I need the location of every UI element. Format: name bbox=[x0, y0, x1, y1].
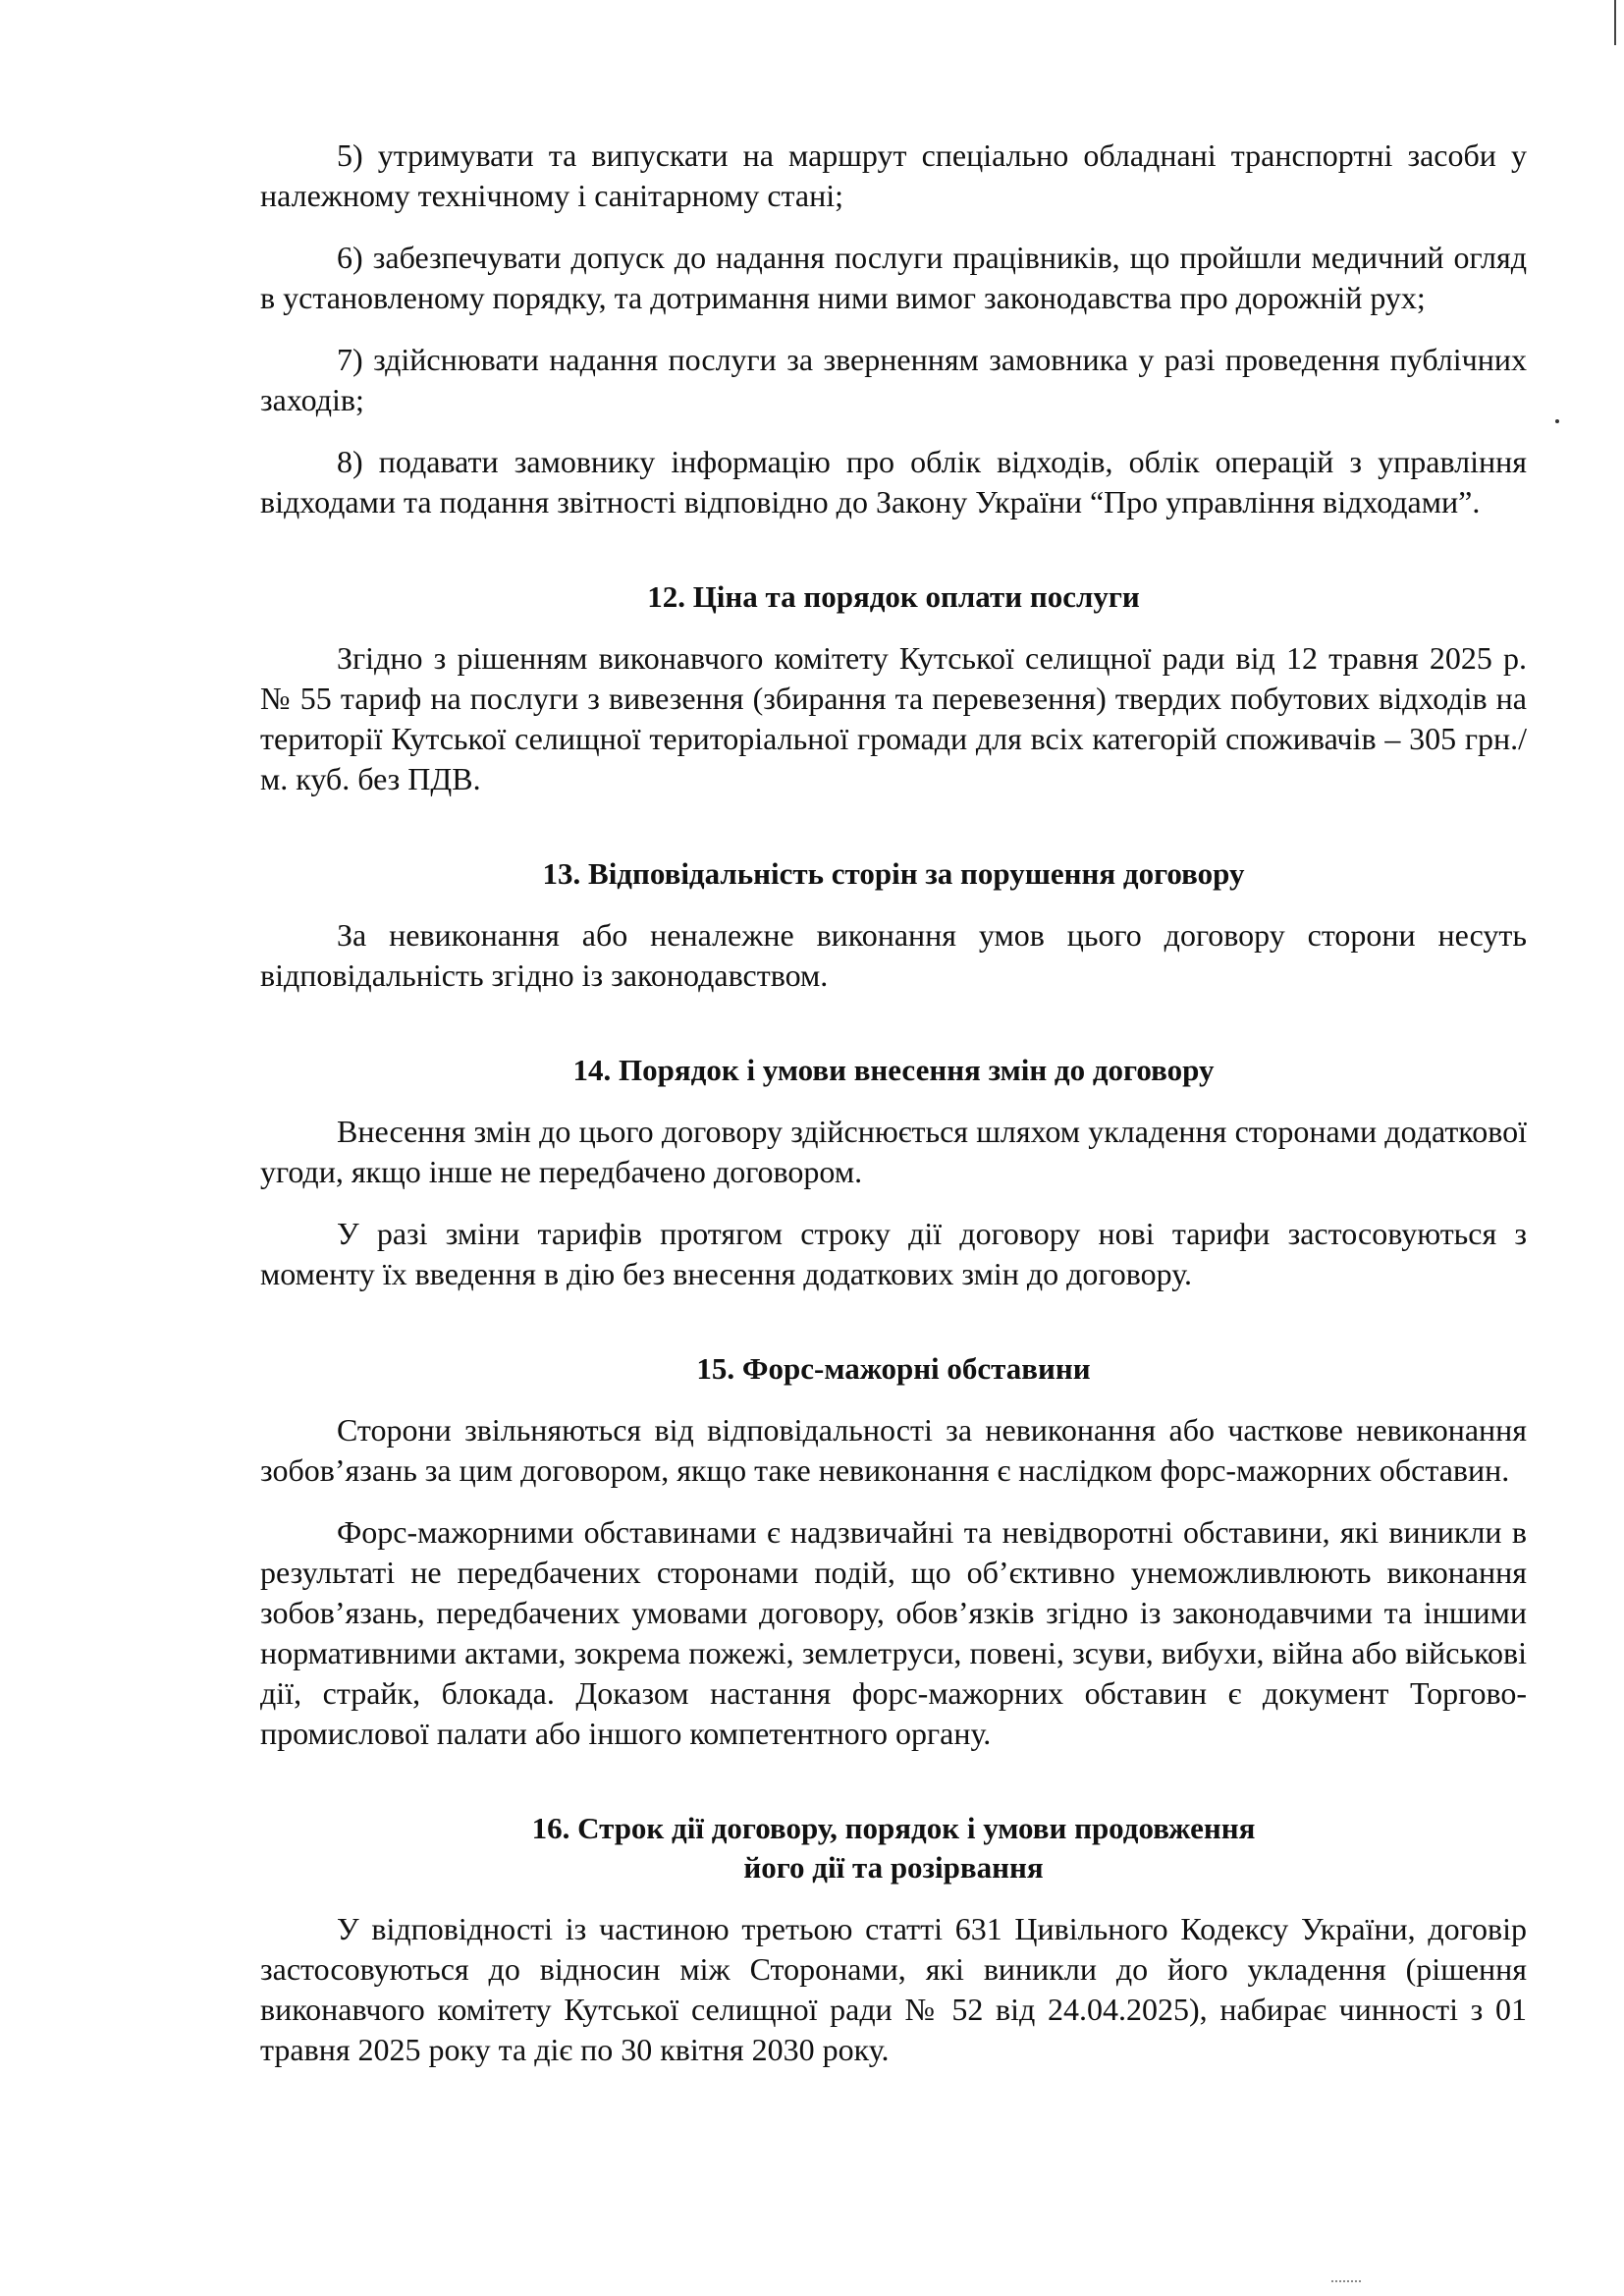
section-14-paragraph-2: У разі зміни тарифів протягом строку дії договору нові тарифи застосовуються з моменту їх введення в дію без внесення додаткових змін до договору. bbox=[260, 1216, 1527, 1291]
section-15-paragraph-2: Форс-мажорними обставинами є надзвичайні та невідворотні обставини, які виникли в результаті не передбачених сторонами подій, що об’єктивно унеможливлюють виконання зобов’язань, передбачених умовами договору, обов’язків згідно із законодавчими та іншими нормативними актами, зокрема пожежі, землетруси, повені, зсуви, вибухи, війна або військові дії, страйк, блокада. Доказом настання форс-мажорних обставин є документ Торгово-промислової палати або іншого компетентного органу. bbox=[260, 1514, 1527, 1751]
clause-item-7: 7) здійснювати надання послуги за зверненням замовника у разі проведення публічних заходів; bbox=[260, 342, 1527, 417]
section-14-paragraph-1: Внесення змін до цього договору здійснюється шляхом укладення сторонами додаткової угоди, якщо інше не передбачено договором. bbox=[260, 1114, 1527, 1189]
scan-edge-mark bbox=[1614, 0, 1616, 45]
clause-item-6: 6) забезпечувати допуск до надання послуги працівників, що пройшли медичний огляд в установленому порядку, та дотримання ними вимог законодавства про дорожній рух; bbox=[260, 240, 1527, 315]
section-16-heading-line-1: 16. Строк дії договору, порядок і умови продовження bbox=[531, 1811, 1256, 1845]
section-13-paragraph: За невиконання або неналежне виконання умов цього договору сторони несуть відповідальність згідно із законодавством. bbox=[260, 917, 1527, 993]
scan-dot bbox=[1555, 419, 1559, 423]
document-body bbox=[260, 136, 1527, 2092]
scan-bottom-mark bbox=[1331, 2280, 1361, 2284]
section-12-paragraph: Згідно з рішенням виконавчого комітету Кутської селищної ради від 12 травня 2025 р. № 55 тариф на послуги з вивезення (збирання та перевезення) твердих побутових відходів на території Кутської селищної територіальної громади для всіх категорій споживачів – 305 грн./м. куб. без ПДВ. bbox=[260, 640, 1527, 796]
section-12-heading: 12. Ціна та порядок оплати послуги bbox=[647, 579, 1140, 614]
section-14-heading: 14. Порядок і умови внесення змін до договору bbox=[572, 1053, 1215, 1087]
section-16-paragraph: У відповідності із частиною третьою статті 631 Цивільного Кодексу України, договір застосовуються до відносин між Сторонами, які виникли до його укладення (рішення виконавчого комітету Кутської селищної ради № 52 від 24.04.2025), набирає чинності з 01 травня 2025 року та діє по 30 квітня 2030 року. bbox=[260, 1911, 1527, 2067]
section-15-paragraph-1: Сторони звільняються від відповідальності за невиконання або часткове невиконання зобов’язань за цим договором, якщо таке невиконання є наслідком форс-мажорних обставин. bbox=[260, 1412, 1527, 1488]
section-15-heading: 15. Форс-мажорні обставини bbox=[696, 1351, 1091, 1386]
section-13-heading: 13. Відповідальність сторін за порушення договору bbox=[542, 856, 1245, 891]
clause-item-8: 8) подавати замовнику інформацію про облік відходів, облік операцій з управління відходами та подання звітності відповідно до Закону України “Про управління відходами”. bbox=[260, 444, 1527, 519]
section-16-heading-line-2: його дії та розірвання bbox=[743, 1850, 1044, 1885]
section-16-heading bbox=[260, 1809, 1527, 1887]
clause-item-5: 5) утримувати та випускати на маршрут спеціально обладнані транспортні засоби у належному технічному і санітарному стані; bbox=[260, 137, 1527, 213]
